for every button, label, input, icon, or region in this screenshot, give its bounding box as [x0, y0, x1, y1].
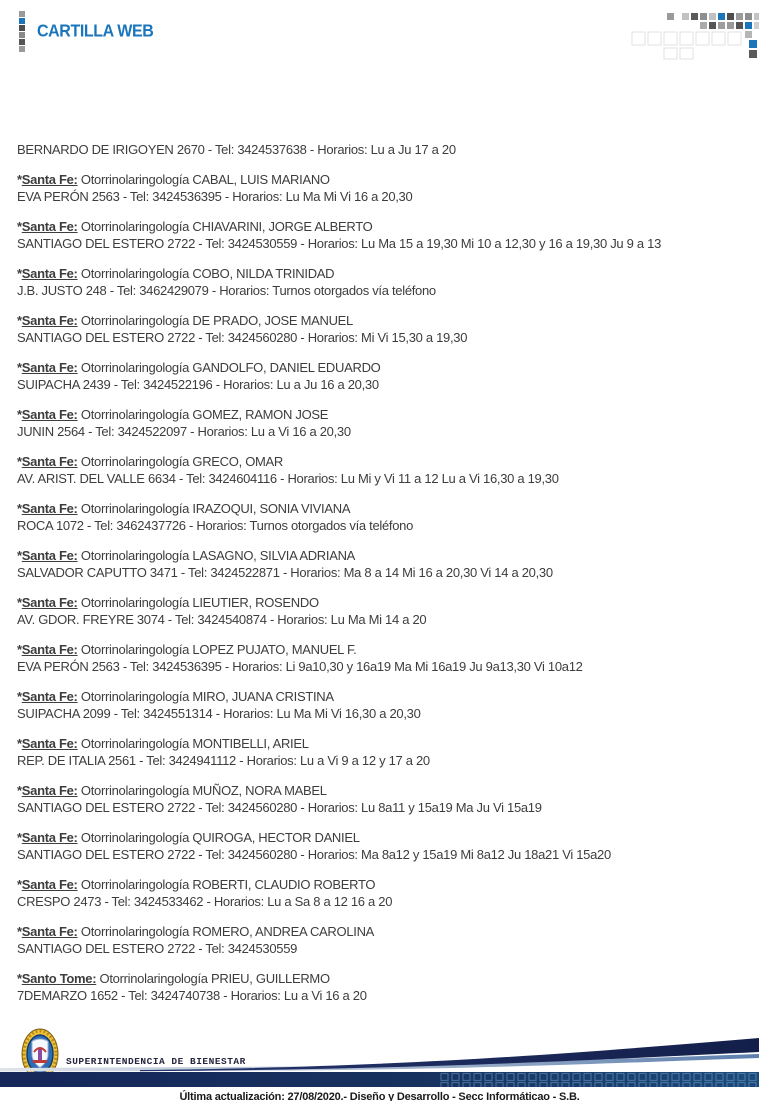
entry-location: Santa Fe:: [21, 548, 78, 563]
entry-title: Otorrinolaringología LOPEZ PUJATO, MANUEL F.: [77, 642, 357, 657]
entry-header-line: [17, 735, 741, 752]
provider-entry: [17, 312, 741, 346]
entry-marker: *: [17, 971, 22, 986]
entry-details: SANTIAGO DEL ESTERO 2722 - Tel: 3424560280 - Horarios: Lu 8a11 y 15a19 Ma Ju Vi 15a19: [17, 800, 542, 815]
entry-header-line: [17, 359, 741, 376]
entry-title: Otorrinolaringología QUIROGA, HECTOR DANIEL: [77, 830, 360, 845]
provider-entry: [17, 688, 741, 722]
entry-header-line: [17, 406, 741, 423]
page-title: CARTILLA WEB: [37, 21, 154, 41]
entry-details: ROCA 1072 - Tel: 3462437726 - Horarios: Turnos otorgados vía teléfono: [17, 518, 414, 533]
entry-marker: *: [17, 689, 22, 704]
entry-marker: *: [17, 595, 22, 610]
entry-location: Santa Fe:: [21, 595, 78, 610]
footer-swoosh: [0, 1036, 759, 1072]
entry-details: EVA PERÓN 2563 - Tel: 3424536395 - Horarios: Li 9a10,30 y 16a19 Ma Mi 16a19 Ju 9a13,30 Vi 10a12: [17, 659, 583, 674]
provider-entry: [17, 500, 741, 534]
entry-title: Otorrinolaringología ROBERTI, CLAUDIO ROBERTO: [77, 877, 376, 892]
entry-details: SANTIAGO DEL ESTERO 2722 - Tel: 3424560280 - Horarios: Ma 8a12 y 15a19 Mi 8a12 Ju 18a21 Vi 15a20: [17, 847, 611, 862]
entry-details: SALVADOR CAPUTTO 3471 - Tel: 3424522871 - Horarios: Ma 8 a 14 Mi 16 a 20,30 Vi 14 a 20,30: [17, 565, 553, 580]
entry-title: Otorrinolaringología ROMERO, ANDREA CAROLINA: [77, 924, 375, 939]
entry-marker: *: [17, 266, 22, 281]
provider-list: [17, 141, 741, 1017]
entry-title: Otorrinolaringología LIEUTIER, ROSENDO: [77, 595, 319, 610]
entry-marker: *: [17, 407, 22, 422]
entry-title: Otorrinolaringología DE PRADO, JOSE MANUEL: [77, 313, 353, 328]
entry-header-line: [17, 500, 741, 517]
entry-header-line: [17, 876, 741, 893]
entry-details: AV. ARIST. DEL VALLE 6634 - Tel: 3424604116 - Horarios: Lu Mi y Vi 11 a 12 Lu a Vi 16,30 a 19,30: [17, 471, 559, 486]
entry-title: Otorrinolaringología GANDOLFO, DANIEL EDUARDO: [77, 360, 381, 375]
pixel-mosaic-decoration: [629, 4, 759, 60]
footer-strip: [0, 1087, 759, 1101]
entry-location: Santa Fe:: [21, 266, 78, 281]
entry-location: Santa Fe:: [21, 407, 78, 422]
entry-header-line: [17, 970, 741, 987]
entry-details: EVA PERÓN 2563 - Tel: 3424536395 - Horarios: Lu Ma Mi Vi 16 a 20,30: [17, 189, 413, 204]
provider-entry: [17, 735, 741, 769]
entry-header-line: [17, 641, 741, 658]
intro-line: BERNARDO DE IRIGOYEN 2670 - Tel: 3424537638 - Horarios: Lu a Ju 17 a 20: [17, 142, 456, 157]
entry-location: Santa Fe:: [21, 360, 78, 375]
entry-details: J.B. JUSTO 248 - Tel: 3462429079 - Horarios: Turnos otorgados vía teléfono: [17, 283, 436, 298]
entry-marker: *: [17, 219, 22, 234]
entry-header-line: [17, 312, 741, 329]
provider-entry: [17, 547, 741, 581]
provider-entry: [17, 641, 741, 675]
entry-header-line: [17, 265, 741, 282]
entry-marker: *: [17, 642, 22, 657]
entry-location: Santa Fe:: [21, 736, 78, 751]
provider-entry: [17, 594, 741, 628]
entry-details: CRESPO 2473 - Tel: 3424533462 - Horarios: Lu a Sa 8 a 12 16 a 20: [17, 894, 393, 909]
org-name: SUPERINTENDENCIA DE BIENESTAR: [66, 1055, 246, 1067]
entry-header-line: [17, 171, 741, 188]
entry-header-line: [17, 688, 741, 705]
entry-marker: *: [17, 736, 22, 751]
entry-location: Santa Fe:: [21, 172, 78, 187]
entry-title: Otorrinolaringología CABAL, LUIS MARIANO: [77, 172, 330, 187]
brand-pixel-stack-icon: [19, 11, 25, 52]
entry-marker: *: [17, 454, 22, 469]
entry-header-line: [17, 829, 741, 846]
footer-bar: [0, 1072, 759, 1087]
provider-entry: [17, 923, 741, 957]
header: [0, 0, 759, 60]
entry-location: Santa Fe:: [21, 689, 78, 704]
entry-marker: *: [17, 877, 22, 892]
entry-details: SUIPACHA 2099 - Tel: 3424551314 - Horarios: Lu Ma Mi Vi 16,30 a 20,30: [17, 706, 421, 721]
entry-marker: *: [17, 924, 22, 939]
entry-header-line: [17, 453, 741, 470]
entry-header-line: [17, 218, 741, 235]
entry-location: Santa Fe:: [21, 642, 78, 657]
brand: [19, 11, 153, 52]
entry-title: Otorrinolaringología MIRO, JUANA CRISTINA: [77, 689, 334, 704]
entry-marker: *: [17, 313, 22, 328]
entry-title: Otorrinolaringología CHIAVARINI, JORGE ALBERTO: [77, 219, 373, 234]
footer-note: Última actualización: 27/08/2020.- Diseño y Desarrollo - Secc Informáticao - S.B.: [179, 1091, 580, 1101]
provider-entry: [17, 359, 741, 393]
entry-marker: *: [17, 783, 22, 798]
entry-header-line: [17, 782, 741, 799]
entry-details: SUIPACHA 2439 - Tel: 3424522196 - Horarios: Lu a Ju 16 a 20,30: [17, 377, 379, 392]
entry-location: Santo Tome:: [21, 971, 97, 986]
provider-entry: [17, 782, 741, 816]
entry-header-line: [17, 547, 741, 564]
entry-details: 7DEMARZO 1652 - Tel: 3424740738 - Horarios: Lu a Vi 16 a 20: [17, 988, 367, 1003]
entry-marker: *: [17, 548, 22, 563]
entry-title: Otorrinolaringología LASAGNO, SILVIA ADRIANA: [77, 548, 356, 563]
entry-location: Santa Fe:: [21, 501, 78, 516]
provider-entry: [17, 171, 741, 205]
entry-marker: *: [17, 172, 22, 187]
entry-location: Santa Fe:: [21, 783, 78, 798]
entry-details: JUNIN 2564 - Tel: 3424522097 - Horarios: Lu a Vi 16 a 20,30: [17, 424, 351, 439]
provider-entry: [17, 406, 741, 440]
entry-location: Santa Fe:: [21, 219, 78, 234]
entry-header-line: [17, 923, 741, 940]
entry-title: Otorrinolaringología MUÑOZ, NORA MABEL: [77, 783, 327, 798]
provider-entry: [17, 265, 741, 299]
entry-location: Santa Fe:: [21, 924, 78, 939]
entry-details: AV. GDOR. FREYRE 3074 - Tel: 3424540874 - Horarios: Lu Ma Mi 14 a 20: [17, 612, 427, 627]
provider-entry: [17, 453, 741, 487]
entry-details: SANTIAGO DEL ESTERO 2722 - Tel: 3424530559 - Horarios: Lu Ma 15 a 19,30 Mi 10 a 12,30 y 16 a 19,30 Ju 9 a 13: [17, 236, 661, 251]
entry-location: Santa Fe:: [21, 830, 78, 845]
entry-details: SANTIAGO DEL ESTERO 2722 - Tel: 3424530559: [17, 941, 298, 956]
entry-title: Otorrinolaringología PRIEU, GUILLERMO: [96, 971, 330, 986]
entry-marker: *: [17, 501, 22, 516]
entry-location: Santa Fe:: [21, 313, 78, 328]
entry-title: Otorrinolaringología IRAZOQUI, SONIA VIVIANA: [77, 501, 351, 516]
entry-location: Santa Fe:: [21, 454, 78, 469]
entry-title: Otorrinolaringología MONTIBELLI, ARIEL: [77, 736, 309, 751]
entry-location: Santa Fe:: [21, 877, 78, 892]
entry-title: Otorrinolaringología COBO, NILDA TRINIDAD: [77, 266, 335, 281]
provider-entry: [17, 970, 741, 1004]
provider-entry: [17, 829, 741, 863]
entry-marker: *: [17, 830, 22, 845]
provider-entry: [17, 218, 741, 252]
entry-title: Otorrinolaringología GRECO, OMAR: [77, 454, 283, 469]
entry-marker: *: [17, 360, 22, 375]
entry-header-line: [17, 594, 741, 611]
entry-details: REP. DE ITALIA 2561 - Tel: 3424941112 - Horarios: Lu a Vi 9 a 12 y 17 a 20: [17, 753, 430, 768]
provider-entry: [17, 876, 741, 910]
entry-details: SANTIAGO DEL ESTERO 2722 - Tel: 3424560280 - Horarios: Mi Vi 15,30 a 19,30: [17, 330, 468, 345]
entry-title: Otorrinolaringología GOMEZ, RAMON JOSE: [77, 407, 329, 422]
